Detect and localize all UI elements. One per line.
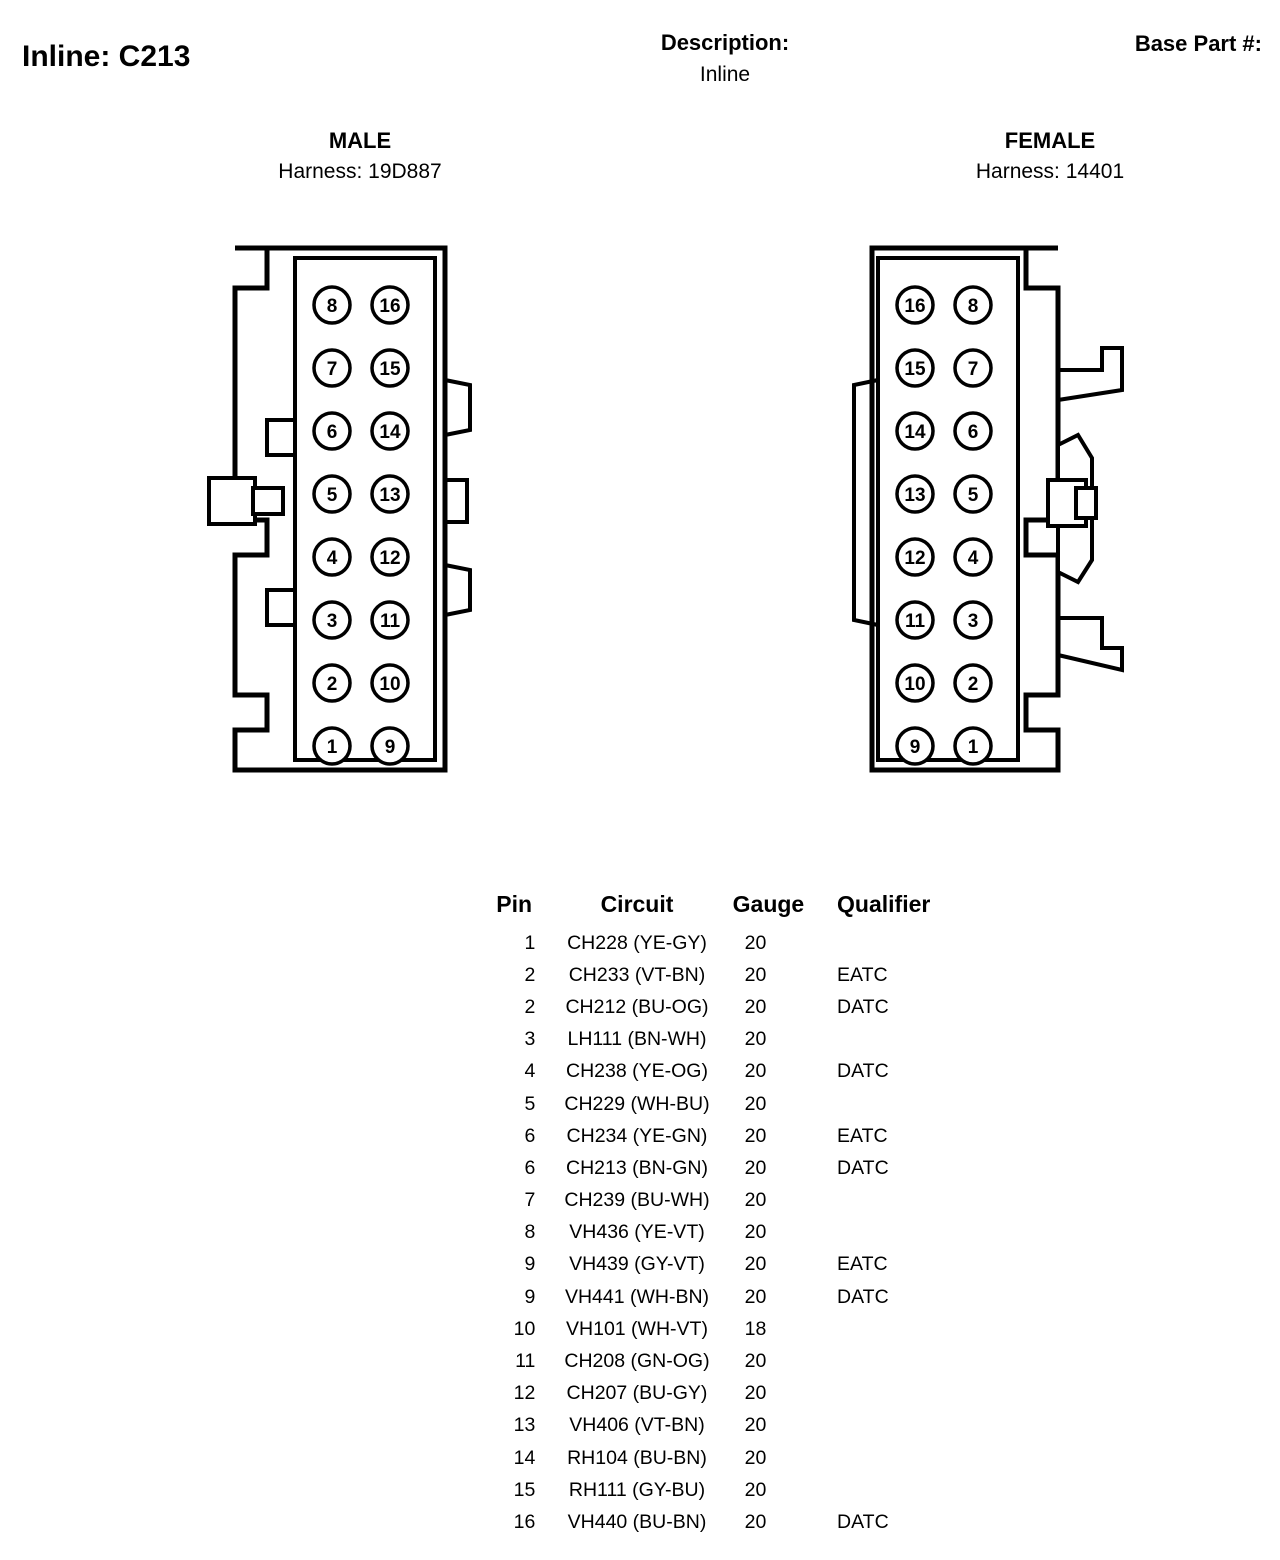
- cell-pin: 13: [513, 1414, 536, 1437]
- female-connector-caption: [850, 128, 1250, 184]
- cell-qualifier: EATC: [837, 1124, 888, 1147]
- male-pin-grid: [314, 287, 408, 764]
- female-gender-label: FEMALE: [1004, 128, 1096, 153]
- male-harness-label: Harness: 19D887: [278, 160, 442, 183]
- cell-pin: 16: [513, 1510, 536, 1533]
- cell-circuit: CH239 (BU-WH): [564, 1189, 710, 1212]
- cell-pin: 2: [524, 995, 536, 1018]
- male-latch-tip: [253, 488, 283, 514]
- table-row: [480, 1024, 950, 1056]
- female-pin-cell: [955, 350, 991, 386]
- pin-number: 8: [967, 296, 979, 317]
- pin-number: 3: [967, 611, 979, 632]
- cell-gauge: 20: [744, 1124, 767, 1147]
- cell-gauge: 20: [744, 1253, 767, 1276]
- male-pin-cell: [372, 287, 408, 323]
- female-pin-cell: [897, 539, 933, 575]
- cell-gauge: 20: [744, 931, 767, 954]
- pin-number: 4: [326, 548, 338, 569]
- cell-qualifier: [831, 1410, 950, 1442]
- pin-number: 5: [326, 485, 338, 506]
- female-pin-cell: [897, 665, 933, 701]
- cell-circuit: CH208 (GN-OG): [564, 1350, 710, 1373]
- male-pin-cell: [372, 665, 408, 701]
- pin-number: 16: [379, 296, 401, 317]
- table-row: [480, 1088, 950, 1120]
- cell-pin: 1: [524, 931, 536, 954]
- pin-number: 10: [904, 674, 926, 695]
- cell-qualifier: DATC: [837, 1156, 889, 1179]
- pin-number: 15: [379, 359, 401, 380]
- female-pin-cell: [955, 476, 991, 512]
- female-pin-cell: [955, 413, 991, 449]
- female-pin-cell: [955, 287, 991, 323]
- pin-number: 6: [326, 422, 338, 443]
- cell-circuit: CH212 (BU-OG): [565, 995, 709, 1018]
- female-pin-cell: [955, 665, 991, 701]
- cell-qualifier: DATC: [837, 995, 889, 1018]
- page-header: [0, 0, 1280, 110]
- cell-gauge: 20: [744, 1028, 767, 1051]
- cell-qualifier: [831, 927, 950, 959]
- page-title: Inline: C213: [22, 40, 191, 73]
- cell-qualifier: DATC: [837, 1060, 889, 1083]
- male-right-tab-mid: [445, 480, 467, 522]
- cell-qualifier: [831, 1474, 950, 1506]
- table-row: [480, 927, 950, 959]
- pin-number: 3: [326, 611, 338, 632]
- table-row: [480, 1152, 950, 1184]
- cell-circuit: CH238 (YE-OG): [566, 1060, 708, 1083]
- table-row: [480, 1442, 950, 1474]
- pin-number: 10: [379, 674, 401, 695]
- male-pin-cell: [314, 728, 350, 764]
- male-pin-cell: [314, 476, 350, 512]
- cell-pin: 10: [513, 1317, 536, 1340]
- female-pin-cell: [897, 476, 933, 512]
- female-pin-cell: [897, 602, 933, 638]
- male-right-tab-upper: [445, 380, 470, 435]
- pin-number: 16: [904, 296, 926, 317]
- pin-number: 2: [326, 674, 338, 695]
- cell-circuit: CH228 (YE-GY): [567, 931, 707, 954]
- pin-number: 1: [326, 737, 338, 758]
- cell-circuit: LH111 (BN-WH): [567, 1028, 707, 1051]
- pin-number: 4: [967, 548, 979, 569]
- pin-number: 9: [909, 737, 921, 758]
- male-gender-label: MALE: [328, 128, 392, 153]
- table-row: [480, 991, 950, 1023]
- cell-pin: 14: [513, 1446, 536, 1469]
- female-pin-grid: [897, 287, 991, 764]
- cell-qualifier: [831, 1185, 950, 1217]
- cell-gauge: 20: [744, 1510, 767, 1533]
- cell-gauge: 20: [744, 1060, 767, 1083]
- male-pin-cell: [372, 602, 408, 638]
- cell-gauge: 20: [744, 1156, 767, 1179]
- male-connector-diagram: [195, 230, 515, 800]
- cell-qualifier: EATC: [837, 1253, 888, 1276]
- pin-number: 14: [379, 422, 401, 443]
- column-header-pin: Pin: [496, 891, 533, 917]
- cell-circuit: VH406 (VT-BN): [569, 1414, 705, 1437]
- female-latch-tip: [1076, 488, 1096, 518]
- cell-pin: 9: [524, 1253, 536, 1276]
- female-pin-cell: [955, 602, 991, 638]
- cell-gauge: 20: [744, 1350, 767, 1373]
- cell-pin: 7: [524, 1189, 536, 1212]
- pin-number: 7: [326, 359, 338, 380]
- male-pin-cell: [314, 287, 350, 323]
- cell-gauge: 20: [744, 1092, 767, 1115]
- male-pin-cell: [372, 539, 408, 575]
- male-pin-cell: [314, 665, 350, 701]
- male-latch-post: [209, 478, 255, 524]
- cell-pin: 4: [524, 1060, 536, 1083]
- cell-gauge: 20: [744, 1221, 767, 1244]
- female-pin-cell: [955, 539, 991, 575]
- cell-qualifier: [831, 1024, 950, 1056]
- female-right-tab-lower: [1058, 618, 1122, 670]
- cell-qualifier: [831, 1088, 950, 1120]
- male-pin-cell: [314, 350, 350, 386]
- female-pin-cell: [897, 287, 933, 323]
- cell-gauge: 20: [744, 1478, 767, 1501]
- cell-circuit: RH111 (GY-BU): [568, 1478, 706, 1501]
- female-pin-cell: [897, 350, 933, 386]
- pin-number: 5: [967, 485, 979, 506]
- cell-qualifier: [831, 1345, 950, 1377]
- male-pin-cell: [314, 413, 350, 449]
- cell-qualifier: [831, 1217, 950, 1249]
- cell-pin: 9: [524, 1285, 536, 1308]
- pin-number: 11: [379, 611, 401, 632]
- table-row: [480, 1345, 950, 1377]
- female-pin-cell: [897, 413, 933, 449]
- pin-number: 1: [967, 737, 979, 758]
- cell-qualifier: DATC: [837, 1510, 889, 1533]
- female-pin-cell: [955, 728, 991, 764]
- pin-number: 13: [904, 485, 926, 506]
- cell-qualifier: [831, 1378, 950, 1410]
- cell-pin: 8: [524, 1221, 536, 1244]
- cell-pin: 6: [524, 1124, 536, 1147]
- cell-pin: 5: [524, 1092, 536, 1115]
- cell-pin: 2: [524, 963, 536, 986]
- description-label: Description:: [660, 30, 790, 55]
- cell-circuit: RH104 (BU-BN): [567, 1446, 707, 1469]
- pin-number: 9: [384, 737, 396, 758]
- table-row: [480, 1281, 950, 1313]
- description-value: Inline: [699, 63, 751, 86]
- table-row: [480, 1217, 950, 1249]
- table-row: [480, 1056, 950, 1088]
- pin-number: 8: [326, 296, 338, 317]
- male-connector-caption: [160, 128, 560, 184]
- cell-gauge: 20: [744, 1285, 767, 1308]
- male-pin-cell: [372, 350, 408, 386]
- pin-assignment-table: [480, 890, 950, 1539]
- pin-number: 15: [904, 359, 926, 380]
- pin-number: 13: [379, 485, 401, 506]
- column-header-gauge: Gauge: [732, 891, 805, 917]
- male-pin-cell: [372, 413, 408, 449]
- cell-circuit: VH439 (GY-VT): [569, 1253, 705, 1276]
- table-row: [480, 1120, 950, 1152]
- cell-gauge: 20: [744, 1189, 767, 1212]
- description-block: [560, 30, 890, 87]
- male-pin-cell: [372, 476, 408, 512]
- cell-qualifier: [831, 1442, 950, 1474]
- table-header-row: [480, 890, 950, 927]
- female-pin-cell: [897, 728, 933, 764]
- pin-number: 6: [967, 422, 979, 443]
- pin-number: 7: [967, 359, 979, 380]
- cell-pin: 11: [515, 1350, 536, 1373]
- table-row: [480, 1474, 950, 1506]
- cell-circuit: CH213 (BN-GN): [566, 1156, 708, 1179]
- male-pin-cell: [314, 602, 350, 638]
- pin-number: 11: [904, 611, 926, 632]
- cell-gauge: 20: [744, 995, 767, 1018]
- female-connector-diagram: [830, 230, 1160, 800]
- cell-circuit: VH440 (BU-BN): [567, 1510, 707, 1533]
- table-row: [480, 1249, 950, 1281]
- male-pin-cell: [314, 539, 350, 575]
- table-row: [480, 1410, 950, 1442]
- table-row: [480, 1185, 950, 1217]
- female-harness-label: Harness: 14401: [975, 160, 1125, 183]
- cell-circuit: VH436 (YE-VT): [569, 1221, 705, 1244]
- pin-number: 12: [379, 548, 401, 569]
- cell-gauge: 20: [744, 1382, 767, 1405]
- cell-circuit: CH233 (VT-BN): [568, 963, 706, 986]
- cell-pin: 15: [513, 1478, 536, 1501]
- pin-number: 14: [904, 422, 926, 443]
- cell-circuit: CH234 (YE-GN): [566, 1124, 708, 1147]
- male-notch-upper: [267, 420, 295, 455]
- cell-circuit: CH229 (WH-BU): [564, 1092, 710, 1115]
- cell-circuit: VH441 (WH-BN): [564, 1285, 710, 1308]
- male-pin-cell: [372, 728, 408, 764]
- cell-qualifier: EATC: [837, 963, 888, 986]
- table-row: [480, 1378, 950, 1410]
- cell-gauge: 18: [744, 1317, 767, 1340]
- column-header-qualifier: Qualifier: [837, 891, 931, 917]
- base-part-label: Base Part #:: [1134, 31, 1262, 56]
- male-right-tab-lower: [445, 565, 470, 615]
- pin-number: 12: [904, 548, 926, 569]
- table-row: [480, 1506, 950, 1538]
- cell-gauge: 20: [744, 1414, 767, 1437]
- column-header-circuit: Circuit: [600, 891, 674, 917]
- male-notch-lower: [267, 590, 295, 625]
- table-row: [480, 959, 950, 991]
- cell-qualifier: DATC: [837, 1285, 889, 1308]
- cell-circuit: CH207 (BU-GY): [566, 1382, 708, 1405]
- cell-pin: 12: [513, 1382, 536, 1405]
- female-right-tab-upper: [1058, 348, 1122, 400]
- cell-qualifier: [831, 1313, 950, 1345]
- cell-gauge: 20: [744, 963, 767, 986]
- cell-pin: 3: [524, 1028, 536, 1051]
- table-row: [480, 1313, 950, 1345]
- pin-number: 2: [967, 674, 979, 695]
- cell-gauge: 20: [744, 1446, 767, 1469]
- cell-pin: 6: [524, 1156, 536, 1179]
- cell-circuit: VH101 (WH-VT): [566, 1317, 708, 1340]
